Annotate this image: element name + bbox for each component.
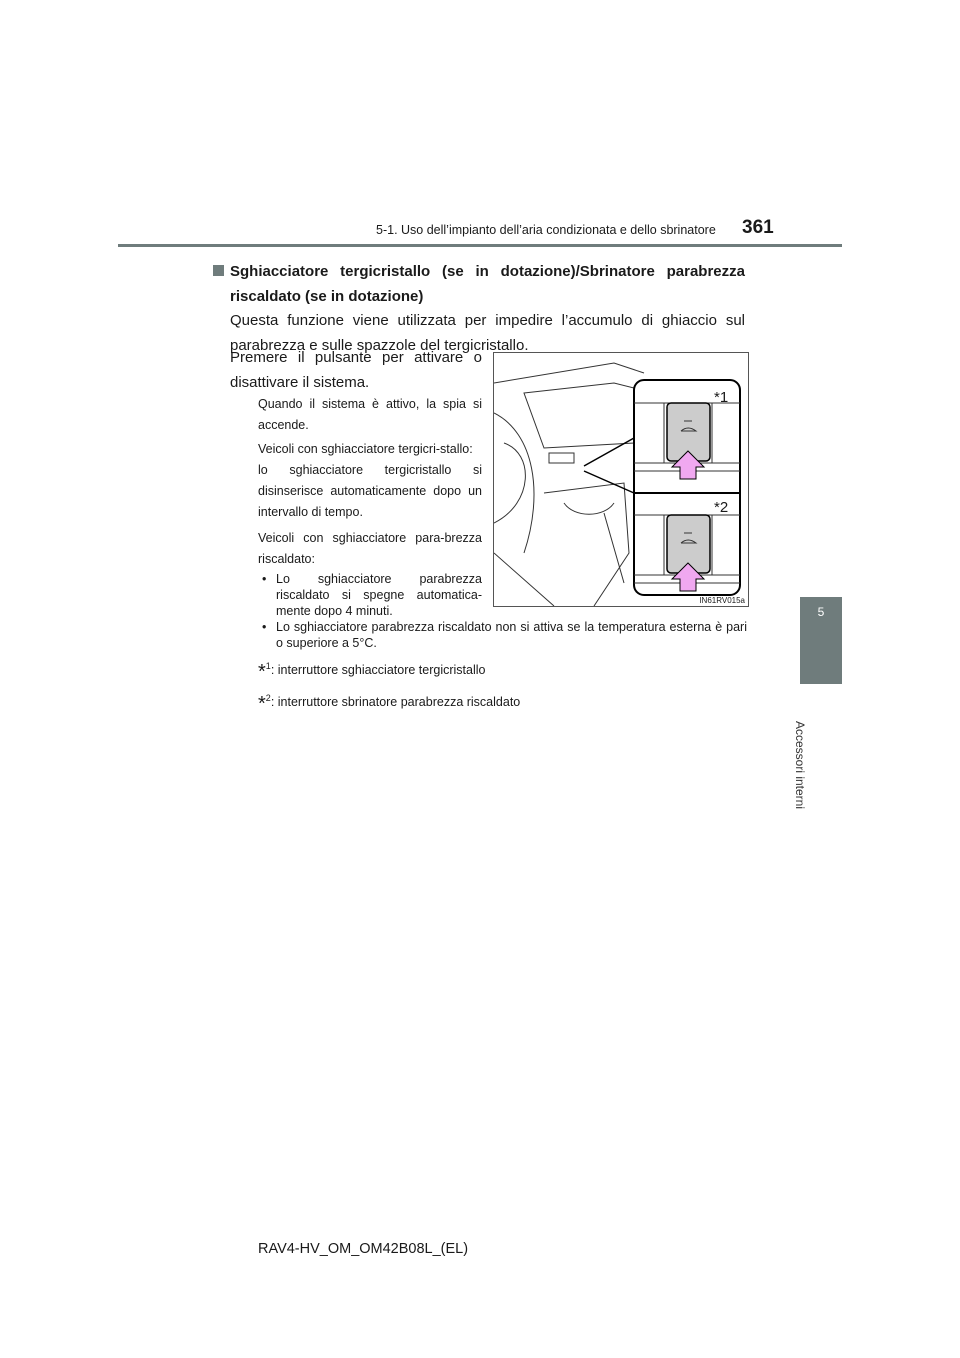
- chapter-number: 5: [817, 605, 825, 619]
- note-4: Veicoli con sghiacciatore para-brezza riscaldato:: [258, 531, 482, 566]
- chapter-label: Accessori interni: [793, 720, 807, 810]
- defroster-switch-figure: [493, 352, 749, 607]
- instruction-paragraph: Premere il pulsante per attivare o disattivare il sistema.: [230, 349, 482, 391]
- callout-1: *1: [714, 389, 729, 406]
- figure-code: IN61RV015a: [699, 596, 745, 605]
- note-2: Veicoli con sghiacciatore tergicri-stallo:: [258, 442, 473, 456]
- callout-2: *2: [714, 499, 729, 516]
- note-1: Quando il sistema è attivo, la spia si accende.: [258, 397, 482, 432]
- bullet-2: • Lo sghiacciatore parabrezza riscaldato non si attiva se la temperatura esterna è pari o superiore a 5°C.: [262, 620, 747, 650]
- footnote-2: *$^2$: interruttore sbrinatore parabrezza riscaldato: [258, 693, 521, 716]
- bullet-dot: •: [262, 620, 267, 634]
- header-divider: [118, 244, 842, 247]
- bullet-dot: •: [262, 572, 267, 586]
- footnote-1: *$^1$: interruttore sghiacciatore tergicristallo: [258, 661, 486, 684]
- section-header: 5-1. Uso dell’impianto dell’aria condizionata e dello sbrinatore: [376, 223, 716, 237]
- chapter-tab: [800, 597, 842, 684]
- section-heading: Sghiacciatore tergicristallo (se in dotazione)/Sbrinatore parabrezza riscaldato (se in dotazione): [230, 259, 745, 309]
- square-bullet-icon: [213, 265, 224, 276]
- page-number: 361: [742, 217, 774, 238]
- bullet-1: • Lo sghiacciatore parabrezza riscaldato si spegne automatica-mente dopo 4 minuti.: [262, 572, 482, 618]
- note-3: lo sghiacciatore tergicristallo si disinserisce automaticamente dopo un intervallo di tempo.: [258, 463, 482, 519]
- dashboard-illustration: [494, 353, 748, 606]
- intro-paragraph: Questa funzione viene utilizzata per impedire l’accumulo di ghiaccio sul parabrezza e sulle spazzole del tergicristallo.: [230, 312, 745, 354]
- document-code: RAV4-HV_OM_OM42B08L_(EL): [258, 1241, 469, 1257]
